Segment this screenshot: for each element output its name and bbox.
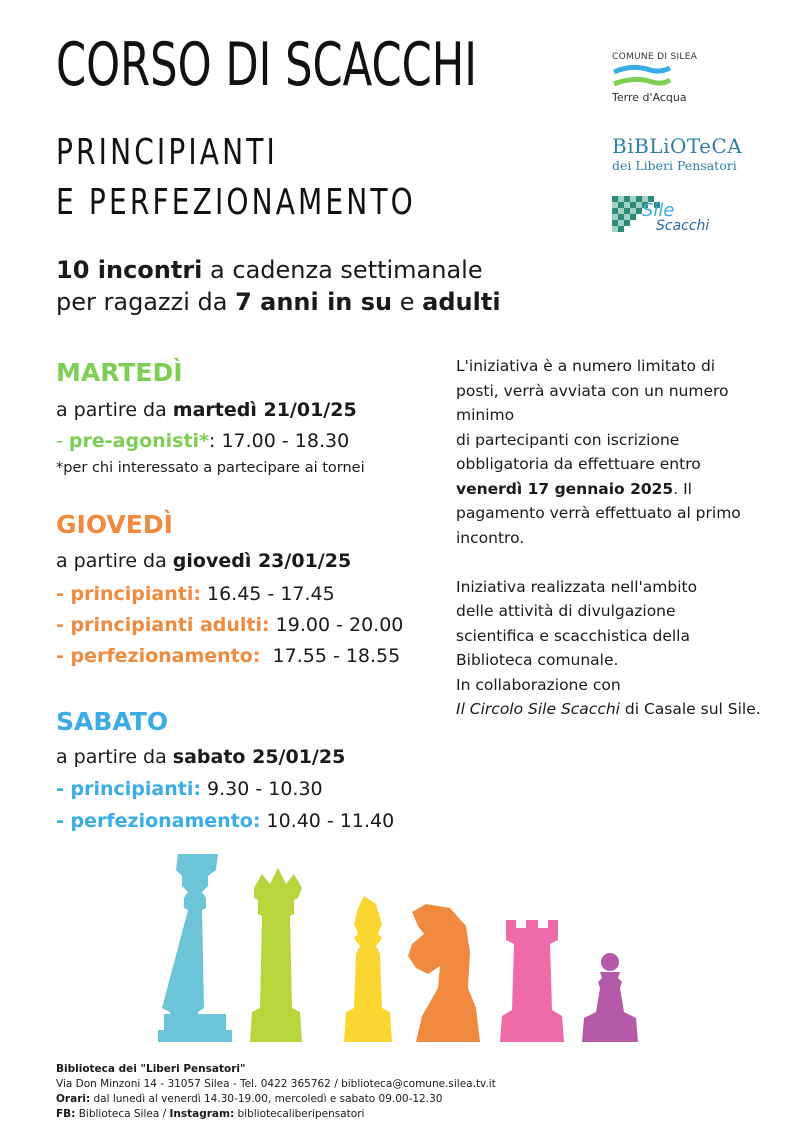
intro-age: 7 anni in su [235,288,393,316]
subtitle-line-1: PRINCIPIANTI [56,132,278,173]
giovedi-start-prefix: a partire da [56,550,173,572]
sabato-slot-2 [56,810,394,832]
wave-icon [612,64,672,90]
queen-icon [250,868,302,1042]
info-spacer [456,550,776,575]
deadline-rest: . Il [673,479,692,498]
footer-hours [56,1092,496,1107]
sabato-slot-2-time: 10.40 - 11.40 [260,810,395,832]
intro-line2-a: per ragazzi da [56,288,236,316]
footer-address: Via Don Minzoni 14 - 31057 Silea - Tel. 0422 365762 / biblioteca@comune.silea.tv.it [56,1078,496,1090]
martedi-slot-dash: - [56,430,69,452]
pawn-icon [582,953,638,1042]
footer-hours-value: dal lunedì al venerdì 14.30-19.00, mercoledì e sabato 09.00-12.30 [90,1093,443,1105]
martedi-start-prefix: a partire da [56,399,173,421]
martedi-start-date: martedì 21/01/25 [172,399,357,421]
info-line: minimo [456,406,515,424]
sabato-slot-1-time: 9.30 - 10.30 [200,778,323,800]
info-line: obbligatoria da effettuare entro [456,455,701,473]
club-location: di Casale sul Sile. [619,700,761,718]
sabato-slot-1-label: - principianti: [56,778,201,800]
footer-fb-value: Biblioteca Silea / [75,1108,170,1120]
martedi-slot-time: : 17.00 - 18.30 [209,430,350,452]
comune-silea-logo [612,52,732,104]
sabato-start [56,746,345,768]
martedi-start [56,399,357,421]
footer-ig-label: Instagram: [169,1108,235,1120]
info-line: pagamento verrà effettuato al primo [456,504,741,522]
sabato-start-date: sabato 25/01/25 [172,746,346,768]
info-line: Biblioteca comunale. [456,651,619,669]
info-line: di partecipanti con iscrizione [456,430,680,449]
knight-icon [408,904,480,1042]
sabato-start-prefix: a partire da [56,746,173,768]
info-line: incontro. [456,528,525,547]
giovedi-slot-2-time: 19.00 - 20.00 [269,614,404,636]
intro-count: 10 incontri [56,256,203,284]
info-line-club [456,697,776,722]
intro-text [56,254,501,318]
sabato-slot-2-label: - perfezionamento: [56,810,261,832]
sile-scacchi-line-1: Sile [642,200,675,221]
bishop-icon [344,896,392,1042]
chess-pieces-illustration [150,848,650,1048]
info-line: delle attività di divulgazione [456,602,676,620]
martedi-slot-1 [56,430,349,452]
footer-ig-value: bibliotecaliberipensatori [234,1108,365,1120]
giovedi-start [56,550,351,572]
day-heading-martedi: MARTEDÌ [56,358,183,387]
giovedi-slot-1-label: - principianti: [56,583,201,605]
giovedi-slot-1 [56,583,335,605]
giovedi-slot-3 [56,645,400,667]
info-column [456,354,776,722]
biblioteca-logo [612,134,762,173]
deadline-date: venerdì 17 gennaio 2025 [456,479,674,498]
giovedi-slot-2-label: - principianti adulti: [56,614,270,636]
giovedi-slot-1-time: 16.45 - 17.45 [200,583,335,605]
page-title: CORSO DI SCACCHI [56,30,478,100]
info-line-deadline [456,477,776,502]
biblioteca-line-2: dei Liberi Pensatori [612,158,737,173]
rook-icon [500,920,564,1042]
intro-line2-b: e [392,288,423,316]
sabato-slot-1 [56,778,323,800]
info-line: posti, verrà avviata con un numero [456,381,729,400]
sile-scacchi-line-2: Scacchi [656,218,710,234]
comune-name: Terre d'Acqua [612,91,687,104]
king-icon [158,854,232,1042]
footer-fb-label: FB: [56,1108,76,1120]
info-line: In collaborazione con [456,675,621,694]
club-name: Il Circolo Sile Scacchi [456,700,620,718]
day-heading-sabato: SABATO [56,707,169,736]
footer-library-name: Biblioteca dei "Liberi Pensatori" [56,1063,246,1075]
martedi-note: *per chi interessato a partecipare ai tornei [56,460,365,476]
comune-label: COMUNE DI SILEA [612,52,698,62]
info-line: Iniziativa realizzata nell'ambito [456,577,698,596]
footer-social [56,1107,496,1122]
giovedi-slot-2 [56,614,403,636]
giovedi-slot-3-label: - perfezionamento: [56,645,261,667]
footer-hours-label: Orari: [56,1093,91,1105]
footer [56,1062,496,1122]
intro-adults: adulti [422,288,501,316]
info-line: L'iniziativa è a numero limitato di [456,357,716,375]
giovedi-slot-3-time: 17.55 - 18.55 [260,645,401,667]
intro-line1-rest: a cadenza settimanale [202,256,483,284]
martedi-slot-label: pre-agonisti* [68,430,210,452]
subtitle-line-2: E PERFEZIONAMENTO [56,182,416,223]
day-heading-giovedi: GIOVEDÌ [56,510,173,539]
info-line: scientifica e scacchistica della [456,626,690,645]
giovedi-start-date: giovedì 23/01/25 [172,550,352,572]
biblioteca-line-1: BiBLiOTeCA [612,134,743,158]
